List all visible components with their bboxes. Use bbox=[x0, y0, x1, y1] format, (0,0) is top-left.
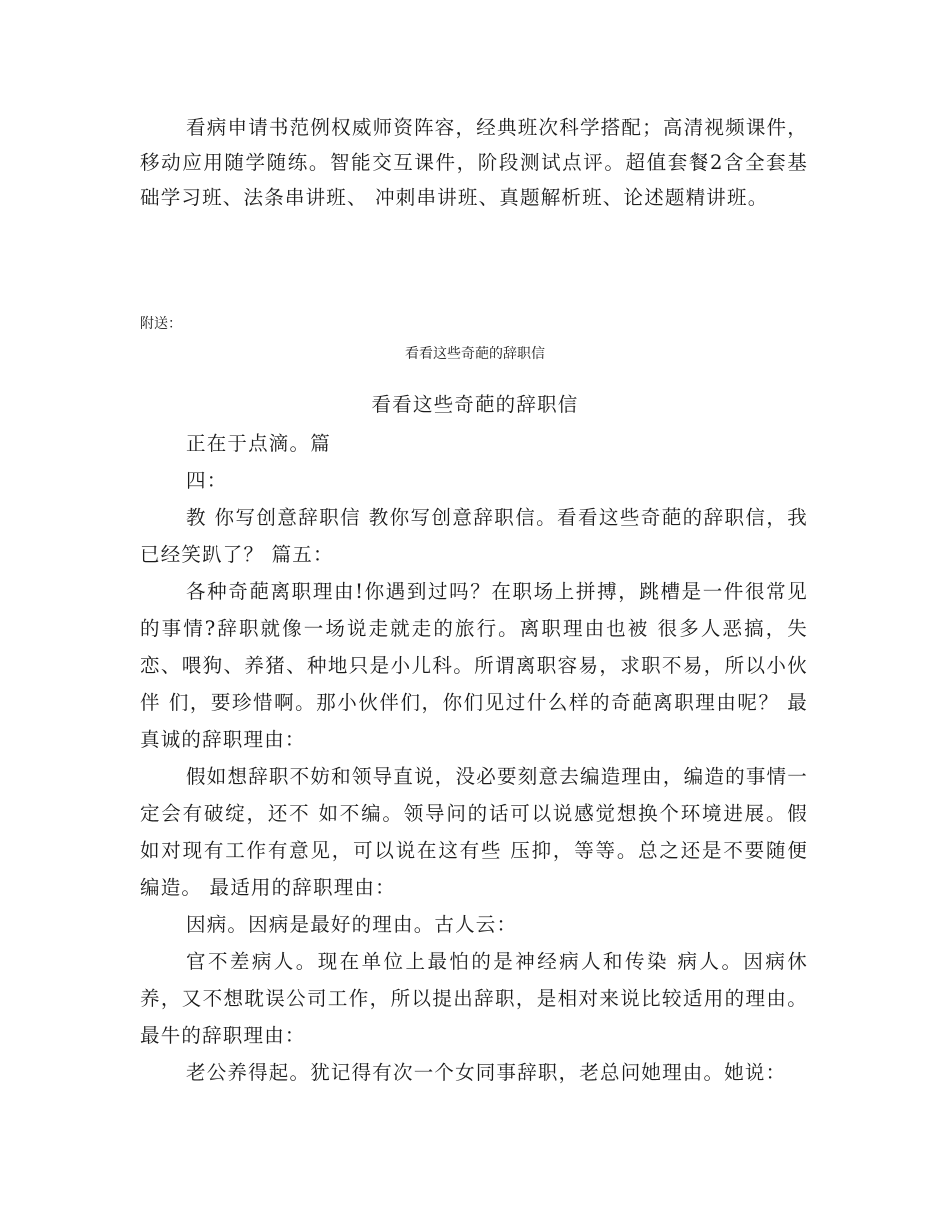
body-paragraph: 四： bbox=[186, 469, 228, 492]
article-body bbox=[140, 425, 808, 1091]
body-paragraph: 假如想辞职不妨和领导直说，没必要刻意去编造理由，编造的事情一定会有破绽，还不 如不编。领导问的话可以说感觉想换个环境进展。假如对现有工作有意见，可以说在这有些 压抑，等等。总之还是不要随便编造。 最适用的辞职理由： bbox=[140, 765, 808, 899]
small-heading: 看看这些奇葩的辞职信 bbox=[405, 346, 545, 362]
body-paragraph: 教 你写创意辞职信 教你写创意辞职信。看看这些奇葩的辞职信，我已经笑趴了？ 篇五： bbox=[140, 506, 808, 566]
attachment-label: 附送： bbox=[140, 316, 182, 332]
body-paragraph: 因病。因病是最好的理由。古人云： bbox=[186, 913, 518, 936]
body-paragraph: 正在于点滴。篇 bbox=[186, 432, 331, 455]
body-paragraph: 官不差病人。现在单位上最怕的是神经病人和传染 病人。因病休养，又不想耽误公司工作，所以提出辞职，是相对来说比较适用的理由。最牛的辞职理由： bbox=[140, 950, 808, 1047]
body-paragraph: 各种奇葩离职理由!你遇到过吗？在职场上拼搏，跳槽是一件很常见的事情?辞职就像一场说走就走的旅行。离职理由也被 很多人恶搞，失恋、喂狗、养猪、种地只是小儿科。所谓离职容易，求职不易，所以小伙伴 们，要珍惜啊。那小伙伴们，你们见过什么样的奇葩离职理由呢？ 最真诚的辞职理由： bbox=[140, 580, 808, 751]
article-title: 看看这些奇葩的辞职信 bbox=[371, 393, 579, 416]
intro-paragraph: 看病申请书范例权威师资阵容，经典班次科学搭配；高清视频课件，移动应用随学随练。智能交互课件，阶段测试点评。超值套餐2含全套基础学习班、法条串讲班、 冲刺串讲班、真题解析班、论述题精讲班。 bbox=[140, 116, 808, 209]
body-paragraph: 老公养得起。犹记得有次一个女同事辞职，老总问她理由。她说： bbox=[186, 1061, 787, 1084]
